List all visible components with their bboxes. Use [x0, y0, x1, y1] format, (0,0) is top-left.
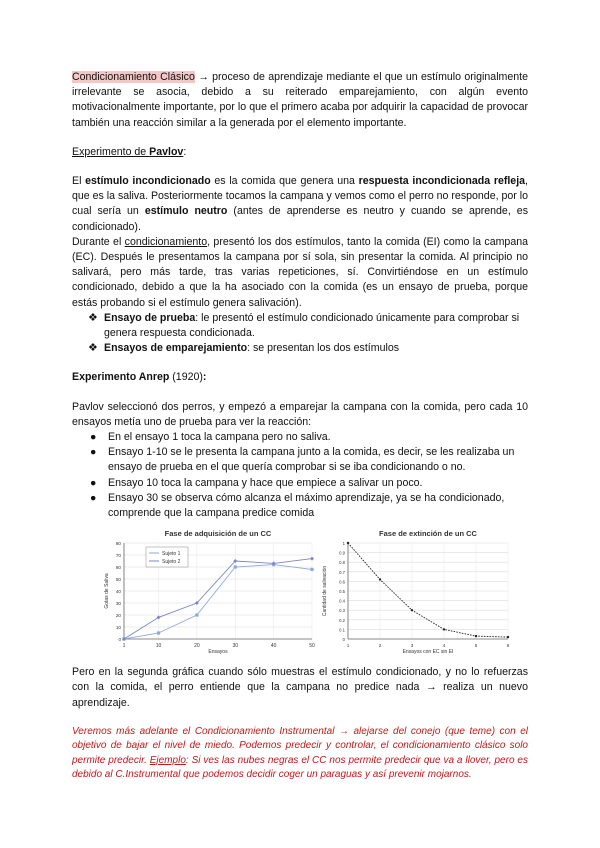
series-line	[124, 565, 312, 639]
data-point	[347, 542, 349, 544]
data-point	[234, 566, 237, 569]
pavlov-paragraph-2: Durante el condicionamiento, presentó los dos estímulos, tanto la comida (EI) como la campana (EC). Después le presentamos la campana por sí sola, sin presentar la comida. Al principio no salivará, pero más tarde, tras varias repeticiones, sí. Convirtiéndose en un estímulo condicionado, debido a que la ha asociado con la comida (es un ensayo de prueba, porque estás probando si el estímulo genera salivación).	[72, 235, 528, 309]
x-tick-label: 5	[474, 643, 478, 649]
data-point	[507, 636, 509, 638]
x-tick-label: 4	[442, 643, 446, 649]
y-tick-label: 0.9	[339, 550, 345, 556]
x-tick-label: 20	[194, 643, 200, 650]
data-point	[443, 628, 445, 630]
chart-title: Fase de extinción de un CC	[379, 529, 477, 539]
x-tick-label: 6	[506, 643, 510, 649]
example-label: Ejemplo	[149, 754, 186, 766]
pavlov-bullet-list	[72, 311, 528, 357]
x-axis-label: Ensayos	[208, 649, 228, 656]
y-tick-label: 10	[115, 625, 121, 631]
y-tick-label: 0.4	[339, 598, 345, 604]
legend-label: Sujeto 2	[162, 559, 181, 566]
x-tick-label: 2	[378, 643, 382, 649]
charts-row	[72, 527, 528, 657]
y-tick-label: 0	[342, 637, 345, 643]
y-tick-label: 50	[115, 577, 121, 583]
y-tick-label: 70	[115, 553, 121, 559]
list-item: ● Ensayo 1-10 se le presenta la campana junto a la comida, es decir, se les realizaba un ensayo de prueba en el que quería comprobar si se iba condicionando o no.	[90, 446, 515, 474]
y-tick-label: 40	[115, 589, 121, 595]
anrep-intro: Pavlov seleccionó dos perros, y empezó a emparejar la campana con la comida, pero cada 10 ensayos metía uno de prueba para ver la reacción:	[72, 400, 528, 428]
data-point	[475, 635, 477, 637]
y-tick-label: 0.2	[339, 618, 345, 624]
data-point	[195, 614, 198, 617]
diamond-bullet-icon: ❖	[88, 342, 98, 355]
y-tick-label: 0.8	[339, 560, 345, 566]
y-axis-label: Gotas de Saliva	[104, 573, 110, 609]
x-tick-label: 40	[270, 643, 277, 650]
x-tick-label: 1	[122, 643, 126, 650]
x-tick-label: 1	[346, 643, 350, 649]
list-item: ❖ Ensayo de prueba: le presentó el estímulo condicionado únicamente para comprobar si genera respuesta condicionada.	[88, 311, 520, 340]
y-tick-label: 0.3	[339, 608, 345, 614]
y-tick-label: 1	[342, 541, 345, 547]
data-point	[379, 579, 381, 581]
anrep-heading: Experimento Anrep (1920):	[72, 371, 207, 384]
x-axis-label: Ensayos con EC sin EI	[402, 649, 454, 656]
anrep-bullet-list	[72, 430, 528, 521]
acquisition-chart	[100, 527, 320, 655]
chart-title: Fase de adquisición de un CC	[164, 529, 272, 539]
y-tick-label: 0	[118, 637, 121, 643]
bullet-dot-icon: ●	[90, 491, 97, 504]
y-tick-label: 0.7	[339, 570, 345, 576]
x-tick-label: 3	[410, 643, 414, 649]
after-charts-paragraph: Pero en la segunda gráfica cuando sólo muestras el estímulo condicionado, y no lo refuerzas con la comida, el perro entiende que la campana no predice nada → realiza un nuevo aprendizaje.	[72, 666, 528, 709]
note-paragraph: Veremos más adelante el Condicionamiento Instrumental → alejarse del conejo (que teme) con el objetivo de bajar el nivel de miedo. Podemos predecir y controlar, el condicionamiento clásico solo permite predecir. Ejemplo: Si ves las nubes negras el CC nos permite predecir que va a llover, pero es debido al C.Instrumental que podemos decidir coger un paraguas y así prevenir mojarnos.	[72, 725, 528, 781]
x-tick-label: 10	[155, 643, 162, 650]
data-point	[157, 632, 160, 635]
x-tick-label: 30	[232, 643, 239, 650]
y-axis-label: Cantidad de salivación	[322, 566, 328, 617]
list-item: ● En el ensayo 1 toca la campana pero no saliva.	[88, 430, 528, 445]
extinction-chart	[318, 527, 518, 655]
y-tick-label: 60	[115, 565, 121, 571]
y-tick-label: 0.5	[339, 589, 345, 595]
data-point	[310, 568, 313, 571]
highlighted-term: Condicionamiento Clásico	[72, 71, 195, 83]
intro-paragraph: Condicionamiento Clásico → proceso de aprendizaje mediante el que un estímulo originalmente irrelevante se asocia, debido a su reiterado emparejamiento, con algún evento motivacionalmente importante, por lo que el primero acaba por adquirir la capacidad de provocar también una reacción similar a la generada por el elemento importante.	[72, 71, 528, 129]
bullet-dot-icon: ●	[90, 476, 97, 489]
y-tick-label: 20	[115, 613, 121, 619]
y-tick-label: 0.6	[339, 579, 345, 585]
bullet-dot-icon: ●	[90, 431, 97, 444]
document-page	[72, 70, 528, 783]
legend-label: Sujeto 1	[162, 551, 181, 558]
pavlov-heading: Experimento de Pavlov:	[72, 145, 187, 158]
series-line	[348, 543, 508, 637]
y-tick-label: 0.1	[339, 627, 345, 633]
pavlov-paragraph-1: El estímulo incondicionado es la comida que genera una respuesta incondicionada refleja, que es la saliva. Posteriormente tocamos la campana y vemos como el perro no responde, por lo cual sería un estímulo neutro (antes de aprenderse es neutro y cuando se aprende, es condicionado).	[72, 175, 528, 233]
bullet-dot-icon: ●	[90, 446, 97, 459]
y-tick-label: 30	[115, 601, 121, 607]
data-point	[411, 609, 413, 611]
list-item: ● Ensayo 30 se observa cómo alcanza el máximo aprendizaje, ya se ha condicionado, comprende que la campana predice comida	[90, 491, 505, 520]
diamond-bullet-icon: ❖	[88, 311, 98, 324]
x-tick-label: 50	[309, 643, 315, 650]
y-tick-label: 80	[115, 541, 121, 547]
list-item: ● Ensayo 10 toca la campana y hace que empiece a salivar un poco.	[88, 476, 528, 491]
data-point	[310, 557, 314, 561]
list-item: ❖ Ensayos de emparejamiento: se presentan los dos estímulos	[88, 341, 528, 356]
